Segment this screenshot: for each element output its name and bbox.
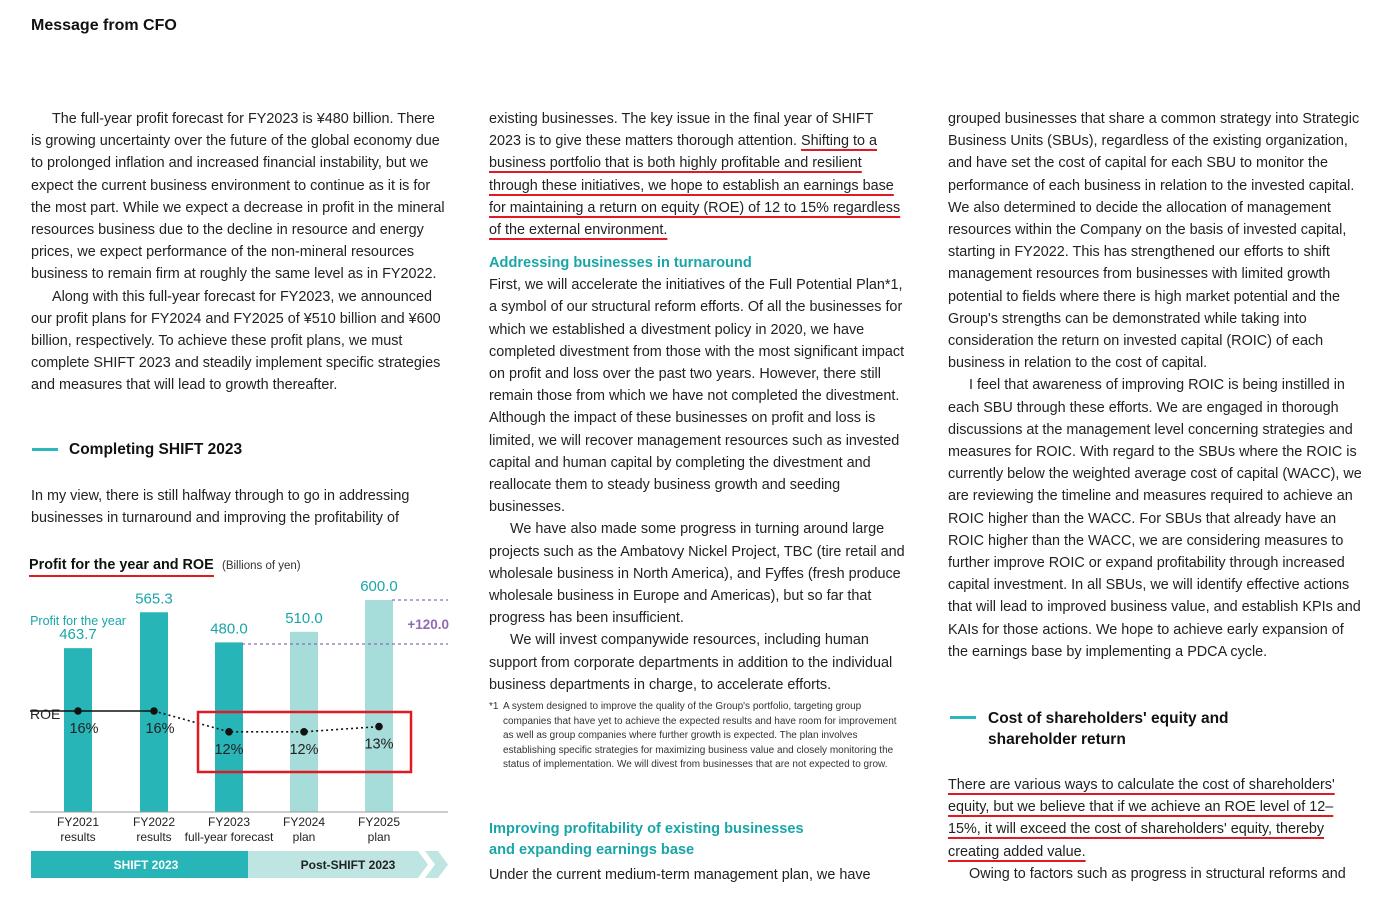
roe-value-label: 16%: [145, 721, 175, 737]
bar-value-label: 463.7: [59, 626, 97, 644]
roe-point: [150, 707, 158, 715]
heading-line: Cost of shareholders' equity and: [988, 710, 1229, 727]
x-tick-sublabel: plan: [367, 830, 391, 844]
paragraph: Under the current medium-term management plan, we have: [489, 867, 871, 883]
x-tick-label: FY2021: [56, 815, 100, 829]
column-3: [948, 108, 1366, 663]
section-heading-cost-of-equity: [988, 708, 1229, 750]
paragraph-text: existing businesses. The key issue in the final year of SHIFT 2023 is to give these matters thorough attention.: [489, 111, 874, 150]
footnote-mark: *1: [489, 701, 499, 713]
bar-value-label: 480.0: [210, 620, 248, 638]
increase-label: +120.0: [407, 617, 449, 632]
paragraph: Along with this full-year forecast for FY2023, we announced our profit plans for FY2024 and FY2025 of ¥510 billion and ¥600 billion, respectively. To achieve these profit plans, we must complete SHIFT 2023 and steadily implement specific strategies and measures that will lead to growth thereafter.: [31, 288, 441, 394]
bar-fy2025: [365, 600, 393, 812]
roe-point: [300, 728, 308, 736]
section-heading-dash: [32, 448, 58, 451]
column-3-lower: [948, 774, 1366, 885]
x-tick-sublabel: full-year forecast: [184, 830, 274, 844]
paragraph: We will invest companywide resources, including human support from corporate departments in addition to the individual business departments in charge, to accelerate efforts.: [489, 632, 893, 693]
roe-value-label: 12%: [289, 741, 319, 758]
paragraph: [948, 774, 1366, 863]
bar-fy2023: [215, 642, 243, 812]
phase-label-shift2023: SHIFT 2023: [113, 858, 179, 872]
paragraph-text: In my view, there is still halfway through to go in addressing businesses in turnaround and improving the profitability of: [31, 488, 410, 527]
bar-value-label: 565.3: [135, 590, 173, 608]
subheading-profitability: [489, 819, 804, 861]
x-tick-label: FY2025: [357, 815, 401, 829]
x-tick-sublabel: results: [60, 830, 96, 844]
x-tick-label: FY2022: [132, 815, 176, 829]
phase-arrow-tip: [425, 851, 448, 878]
subheading-turnaround: Addressing businesses in turnaround: [489, 255, 752, 272]
paragraph: The full-year profit forecast for FY2023 is ¥480 billion. There is growing uncertainty over the future of the global economy due to prolonged inflation and increased financial instability, but we expect the current business environment to continue as it is for the most part. While we expect a decrease in profit in the mineral resources business due to the decline in resource and energy prices, we expect performance of the non-mineral resources business to remain firm at roughly the same level as in FY2022.: [31, 111, 445, 283]
section-heading-completing-shift: Completing SHIFT 2023: [69, 441, 243, 458]
subheading-line: Improving profitability of existing businesses: [489, 821, 804, 837]
roe-point: [225, 728, 233, 736]
footnote: [489, 700, 907, 773]
paragraph: [31, 485, 445, 529]
profit-roe-chart: [0, 575, 470, 885]
phase-label-post-shift2023: Post-SHIFT 2023: [300, 858, 396, 872]
column-2: [489, 108, 907, 773]
subheading-line: and expanding earnings base: [489, 842, 695, 858]
heading-line: shareholder return: [988, 731, 1126, 748]
roe-axis-label: ROE: [30, 706, 61, 722]
footnote-text: A system designed to improve the quality of the Group's portfolio, targeting group companies that have yet to achieve the expected results and have room for improvement as well as group companies where further growth is expected. The plan involves establishing specific strategies for maximizing business value and closely monitoring the status of implementation. We will divest from businesses that are not expected to grow.: [503, 701, 897, 771]
x-tick-sublabel: plan: [292, 830, 316, 844]
column-1: [31, 108, 445, 397]
paragraph: grouped businesses that share a common strategy into Strategic Business Units (SBUs), regardless of the existing organization, and have set the cost of capital for each SBU to monitor the performance of each business in relation to the invested capital. We also determined to decide the allocation of management resources within the Company on the basis of invested capital, starting in FY2022. This has strengthened our efforts to shift management resources from businesses with limited growth potential to fields where there is high market potential and the Group's strengths can be demonstrated while taking into consideration the return on invested capital (ROIC) of each business in relation to the cost of capital.: [948, 111, 1360, 372]
paragraph: I feel that awareness of improving ROIC is being instilled in each SBU through these efforts. We are engaged in thorough discussions at the management level concerning strategies and measures for ROIC. With regard to the SBUs where the ROIC is currently below the weighted average cost of capital (WACC), we are reviewing the timeline and measures required to achieve an ROIC higher than the WACC. For SBUs that already have an ROIC higher than the WACC, we are considering measures to further improve ROIC or expand profitability through increased capital investment. In all SBUs, we will identify effective actions that will lead to improved business value, and establish KPIs and KAIs for those actions. We hope to achieve early expansion of the earnings base by implementing a PDCA cycle.: [948, 377, 1362, 660]
x-tick-sublabel: results: [136, 830, 172, 844]
highlighted-text: There are various ways to calculate the cost of shareholders' equity, but we believe that if we achieve an ROE level of 12–15%, it will exceed the cost of shareholders' equity, thereby creating added value.: [948, 777, 1335, 860]
roe-value-label: 12%: [214, 741, 244, 758]
bar-value-label: 510.0: [285, 609, 323, 627]
chart-title: Profit for the year and ROE: [29, 557, 214, 577]
paragraph: First, we will accelerate the initiatives of the Full Potential Plan*1, a symbol of our structural reform efforts. Of all the businesses for which we established a divestment policy in 2020, we have completed divestment from those with the most significant impact on profit and loss over the past two years. However, there still remain those from which we have not completed the divestment. Although the impact of these businesses on profit and loss is limited, we will recover management resources such as invested capital and human capital by completing the divestment and reallocate them to steady business growth and seeding businesses.: [489, 277, 905, 516]
bar-fy2024: [290, 632, 318, 812]
paragraph: We have also made some progress in turning around large projects such as the Ambatovy Nickel Project, TBC (tire retail and wholesale business in North America), and Fyffes (fresh produce wholesale business in Europe and Americas), but so far that progress has been insufficient.: [489, 521, 905, 627]
x-tick-label: FY2024: [282, 815, 326, 829]
roe-point: [74, 707, 82, 715]
roe-line-forecast: [154, 711, 379, 732]
page-title: Message from CFO: [31, 17, 177, 34]
profit-series-label: Profit for the year: [30, 614, 126, 628]
roe-value-label: 13%: [364, 736, 394, 753]
paragraph: [489, 108, 907, 241]
roe-point: [375, 723, 383, 731]
highlighted-text: Shifting to a business portfolio that is both highly profitable and resilient through these initiatives, we hope to establish an earnings base for maintaining a return on equity (ROE) of 12 to 15% regardless of the external environment.: [489, 133, 901, 239]
paragraph: Owing to factors such as progress in structural reforms and: [969, 865, 1346, 882]
roe-value-label: 16%: [69, 721, 99, 737]
section-heading-dash: [950, 716, 976, 719]
bar-value-label: 600.0: [360, 578, 398, 595]
chart-unit-label: (Billions of yen): [222, 560, 301, 572]
x-tick-label: FY2023: [207, 815, 251, 829]
